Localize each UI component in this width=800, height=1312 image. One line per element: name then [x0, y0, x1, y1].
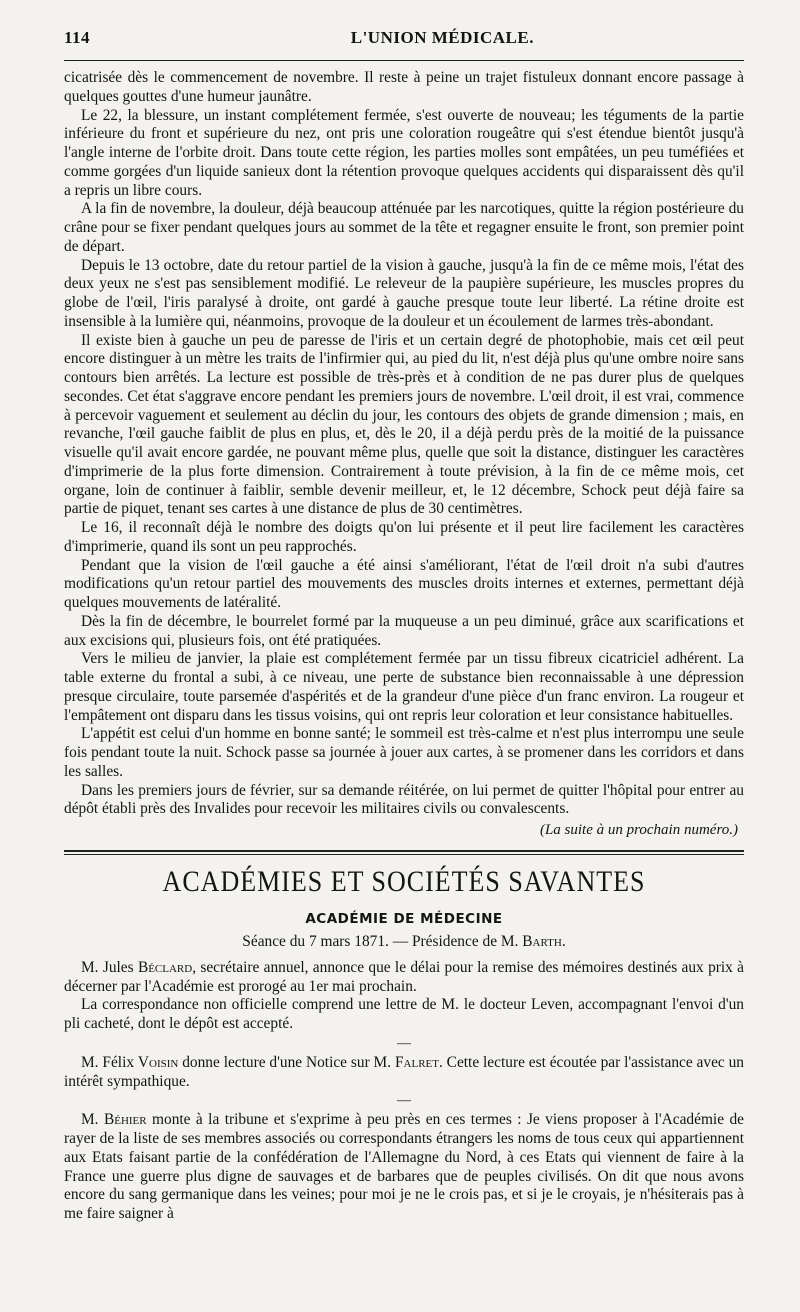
paragraph: Il existe bien à gauche un peu de paresse de l'iris et un certain degré de photophobie, mais cet œil peut encore distinguer à un mètre les traits de l'infirmier qui, au pied du lit, n'est déjà plus qu'une ombre noire sans contours bien arrêtés. La lecture est possible de très-près et à condition de ne pas durer plus de quelques secondes. Cet état s'aggrave encore pendant les premiers jours de novembre. L'œil droit, il est vrai, commence à percevoir vaguement et seulement au déclin du jour, les contours des objets de grande dimension ; mais, en revanche, l'œil gauche faiblit de plus en plus, et, dès le 20, il a déjà perdu près de la moitié de la puissance visuelle qu'il avait encore gardée, ne pouvant même plus, quelle que soit la distance, distinguer les caractères d'imprimerie de la plus forte dimension. Contrairement à toute prévision, à la fin de ce même mois, cet organe, loin de continuer à faiblir, semble devenir meilleur, et, le 12 décembre, Schock peut déjà faire sa partie de piquet, tenant ses cartes à une distance de plus de 30 centimètres. [64, 331, 744, 518]
article-body [64, 69, 744, 840]
paragraph: Le 16, il reconnaît déjà le nombre des doigts qu'on lui présente et il peut lire facilement les caractères d'imprimerie, quand ils sont un peu rapprochés. [64, 519, 744, 555]
journal-title: L'UNION MÉDICALE. [350, 28, 534, 47]
session-prefix: Séance du 7 mars 1871. — Présidence de M. [242, 932, 523, 950]
p3-rest: . Cette lecture est écoutée par l'assistance avec un intérêt sympathique. [64, 1053, 744, 1090]
person-name: Falret [394, 1053, 439, 1071]
paragraph: A la fin de novembre, la douleur, déjà beaucoup atténuée par les narcotiques, quitte la région postérieure du crâne pour se fixer pendant quelques jours au sommet de la tête et regagner ensuite le front, son premier point de départ. [64, 200, 744, 255]
page-number: 114 [64, 28, 91, 47]
p4-lead: M. [81, 1111, 104, 1129]
p1-lead: M. Jules [81, 958, 138, 976]
paragraph: L'appétit est celui d'un homme en bonne santé; le sommeil est très-calme et n'est plus interrompu une seule fois pendant toute la nuit. Schock passe sa journée à jouer aux cartes, à se promener dans les corridors et dans les salles. [64, 725, 744, 780]
paragraph: La correspondance non officielle comprend une lettre de M. le docteur Leven, accompagnant l'envoi d'un pli cacheté, dont le dépôt est accepté. [64, 996, 744, 1032]
running-head [64, 28, 744, 54]
header-rule [64, 60, 744, 61]
paragraph: cicatrisée dès le commencement de novembre. Il reste à peine un trajet fistuleux donnant encore passage à quelques gouttes d'une humeur jaunâtre. [64, 69, 744, 105]
paragraph: Le 22, la blessure, un instant complétement fermée, s'est ouverte de nouveau; les téguments de la partie inférieure du front et supérieure du nez, ont pris une coloration rougeâtre qui s'est étendue bientôt jusqu'à l'angle interne de l'orbite droit. Dans toute cette région, les parties molles sont empâtées, un peu tuméfiées et comme gorgées d'un liquide sanieux dont la rétention provoque quelques accidents qui disparaissent dès qu'il a repris un libre cours. [64, 106, 744, 199]
continuation-note: (La suite à un prochain numéro.) [539, 822, 738, 838]
paragraph [64, 959, 744, 997]
paragraph [64, 1111, 744, 1224]
p1-rest: , secrétaire annuel, annonce que le délai pour la remise des mémoires destinés aux prix à décerner par l'Académie est prorogé au 1er mai prochain. [64, 958, 744, 995]
paragraph: Pendant que la vision de l'œil gauche a été ainsi s'améliorant, l'état de l'œil droit n'a subi d'autres modifications qu'un retour partiel des mouvements des muscles droits internes et externes, permettant déjà quelques mouvements de latéralité. [64, 556, 744, 611]
paragraph [64, 1054, 744, 1092]
academy-report [64, 959, 744, 1224]
session-suffix: . [561, 932, 566, 950]
section-divider [64, 850, 744, 855]
session-president: Barth [522, 932, 562, 950]
session-line [64, 933, 744, 951]
section-heading: ACADÉMIES ET SOCIÉTÉS SAVANTES [162, 864, 646, 898]
paragraph: Dans les premiers jours de février, sur sa demande réitérée, on lui permet de quitter l'hôpital pour entrer au dépôt établi près des Invalides pour recevoir les militaires civils ou convalescents. [64, 781, 744, 818]
person-name: Béclard [137, 958, 193, 976]
p3-mid: donne lecture d'une Notice sur M. [178, 1053, 395, 1071]
separator-dash: — [397, 1035, 411, 1051]
p4-rest: monte à la tribune et s'exprime à peu près en ces termes : Je viens proposer à l'Académie de rayer de la liste de ses membres associés ou correspondants étrangers les noms de tous ceux qui appartiennent aux Etats faisant partie de la confédération de l'Allemagne du Nord, à ces Etats qui viennent de faire à la France une guerre plus digne de sauvages et de barbares que de peuples civilisés. On dit que nous avons encore du sang germanique dans les veines; pour moi je ne le crois pas, et si je le croyais, je n'hésiterais pas à me faire saigner à [64, 1111, 744, 1222]
person-name: Voisin [137, 1053, 179, 1071]
person-name: Béhier [103, 1111, 147, 1129]
subsection-heading: ACADÉMIE DE MÉDECINE [305, 910, 503, 927]
paragraph: Dès la fin de décembre, le bourrelet formé par la muqueuse a un peu diminué, grâce aux scarifications et aux excisions qui, plusieurs fois, ont été pratiquées. [64, 612, 744, 649]
paragraph: Depuis le 13 octobre, date du retour partiel de la vision à gauche, jusqu'à la fin de ce même mois, l'état des deux yeux ne s'est pas sensiblement modifié. Le releveur de la paupière supérieure, les muscles propres du globe de l'œil, l'iris paralysé à droite, ont gardé à gauche presque toute leur liberté. La rétine droite est insensible à la lumière qui, néanmoins, provoque de la douleur et un écoulement de larmes très-abondant. [64, 256, 744, 330]
paragraph: Vers le milieu de janvier, la plaie est complétement fermée par un tissu fibreux cicatriciel adhérent. La table externe du frontal a subi, à ce niveau, une perte de substance bien reconnaissable à une dépression presque circulaire, toute parsemée d'aspérités et de la grandeur d'une pièce d'un franc environ. La rougeur et l'empâtement ont disparu dans les tissus voisins, qui ont repris leur coloration et leur consistance habituelles. [64, 650, 744, 724]
separator-dash: — [397, 1093, 411, 1109]
p3-lead: M. Félix [81, 1053, 138, 1071]
